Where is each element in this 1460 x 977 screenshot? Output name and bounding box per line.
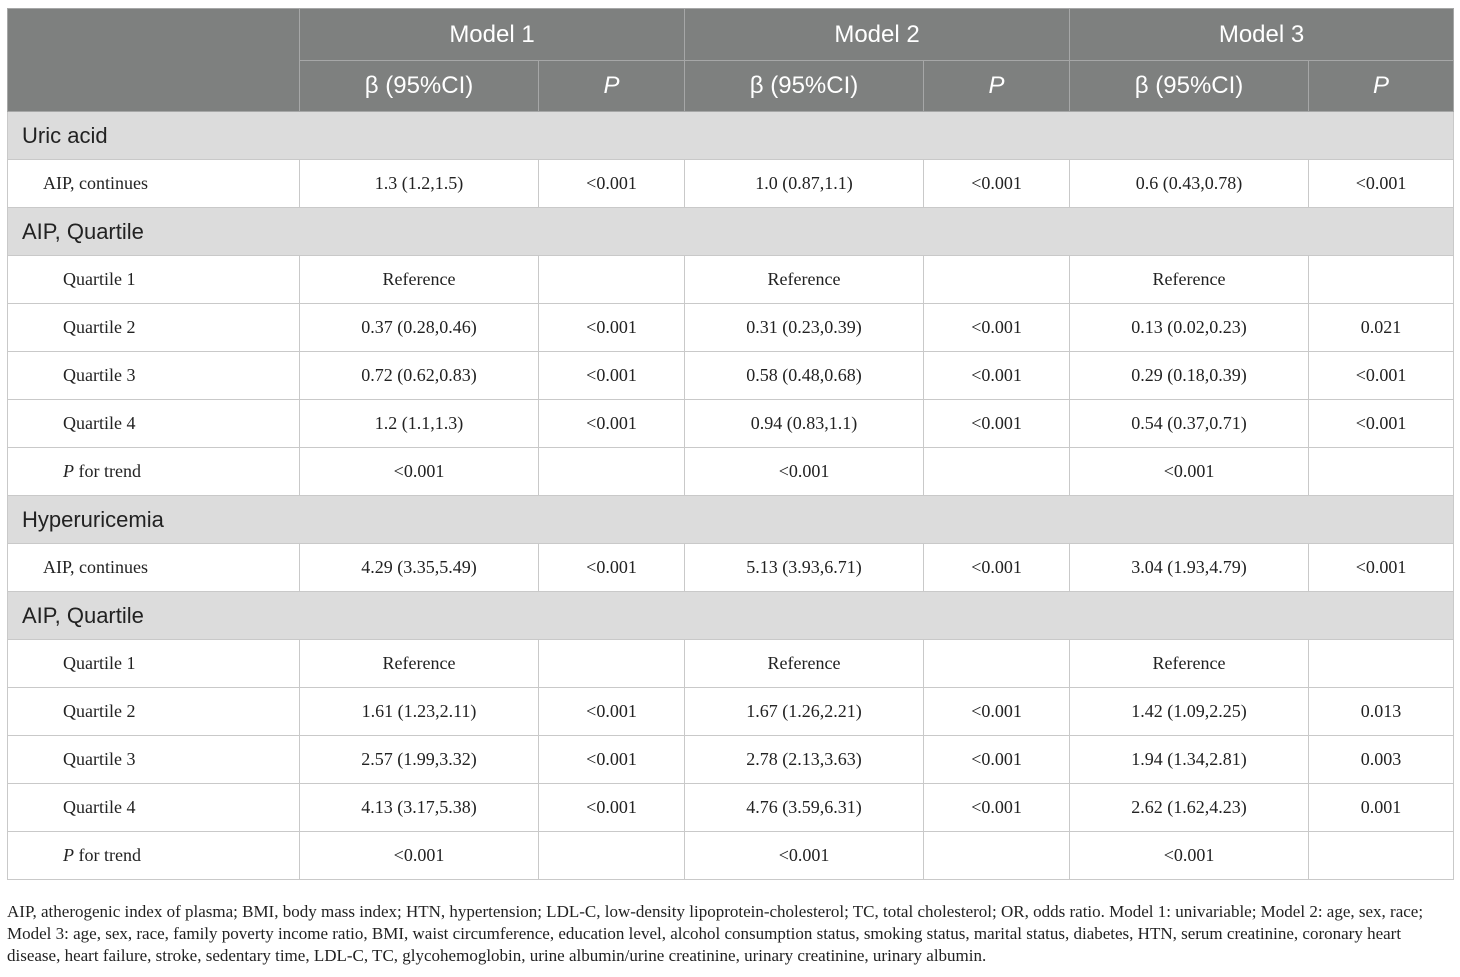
beta-ci-cell: 0.94 (0.83,1.1) — [685, 400, 924, 448]
table-footnote: AIP, atherogenic index of plasma; BMI, body mass index; HTN, hypertension; LDL-C, low-density lipoprotein-cholesterol; TC, total cholesterol; OR, odds ratio. Model 1: univariable; Model 2: age, sex, race; Model 3: age, sex, race, family poverty income ratio, BMI, waist circumference, education level, alcohol consumption status, smoking status, marital status, diabetes, HTN, serum creatinine, coronary heart disease, heart failure, stroke, sedentary time, LDL-C, TC, glycohemoglobin, urine albumin/urine creatinine, urinary creatinine, urinary albumin. — [7, 902, 1424, 965]
table-row — [8, 160, 1454, 208]
row-label — [8, 544, 300, 592]
p-value-cell: <0.001 — [539, 784, 685, 832]
p-value-cell: <0.001 — [1309, 544, 1454, 592]
row-label-text: Quartile 1 — [63, 653, 136, 673]
table-row — [8, 832, 1454, 880]
beta-ci-cell: 1.0 (0.87,1.1) — [685, 160, 924, 208]
beta-ci-cell: Reference — [685, 256, 924, 304]
p-value-cell — [924, 256, 1070, 304]
p-value-cell: <0.001 — [924, 304, 1070, 352]
p-value-cell: <0.001 — [1309, 352, 1454, 400]
beta-ci-cell: <0.001 — [1070, 832, 1309, 880]
p-value-cell: <0.001 — [539, 352, 685, 400]
beta-ci-cell: 0.54 (0.37,0.71) — [1070, 400, 1309, 448]
section-row — [8, 592, 1454, 640]
beta-ci-cell: <0.001 — [685, 832, 924, 880]
section-title: Uric acid — [8, 112, 1454, 160]
p-value-cell: <0.001 — [924, 544, 1070, 592]
p-value-cell — [1309, 256, 1454, 304]
table-row — [8, 448, 1454, 496]
beta-ci-cell: 4.76 (3.59,6.31) — [685, 784, 924, 832]
table-row — [8, 736, 1454, 784]
row-label — [8, 832, 300, 880]
beta-ci-cell: 2.62 (1.62,4.23) — [1070, 784, 1309, 832]
beta-ci-cell: <0.001 — [300, 832, 539, 880]
row-label-italic: P — [63, 845, 74, 865]
beta-ci-cell: Reference — [300, 256, 539, 304]
table-row — [8, 688, 1454, 736]
table-row — [8, 256, 1454, 304]
beta-ci-cell: 1.3 (1.2,1.5) — [300, 160, 539, 208]
beta-ci-cell: 0.37 (0.28,0.46) — [300, 304, 539, 352]
section-title: AIP, Quartile — [8, 592, 1454, 640]
p-value-cell: <0.001 — [539, 160, 685, 208]
beta-ci-cell: 0.13 (0.02,0.23) — [1070, 304, 1309, 352]
p-value-cell — [539, 256, 685, 304]
table-row — [8, 544, 1454, 592]
beta-ci-cell: 0.72 (0.62,0.83) — [300, 352, 539, 400]
section-title: AIP, Quartile — [8, 208, 1454, 256]
row-label — [8, 736, 300, 784]
beta-ci-cell: 1.61 (1.23,2.11) — [300, 688, 539, 736]
beta-ci-cell: 5.13 (3.93,6.71) — [685, 544, 924, 592]
p-value-cell — [1309, 640, 1454, 688]
beta-ci-cell: <0.001 — [685, 448, 924, 496]
beta-ci-cell: 1.94 (1.34,2.81) — [1070, 736, 1309, 784]
row-label — [8, 640, 300, 688]
header-beta-model-2: β (95%CI) — [685, 61, 924, 112]
row-label-text: for trend — [74, 845, 141, 865]
p-value-cell — [924, 448, 1070, 496]
beta-ci-cell: Reference — [685, 640, 924, 688]
table-header — [8, 9, 1454, 112]
p-value-cell: <0.001 — [924, 736, 1070, 784]
row-label-text: Quartile 4 — [63, 797, 136, 817]
beta-ci-cell: 0.31 (0.23,0.39) — [685, 304, 924, 352]
beta-ci-cell: 1.42 (1.09,2.25) — [1070, 688, 1309, 736]
beta-ci-cell: Reference — [1070, 256, 1309, 304]
table-body — [8, 112, 1454, 880]
p-value-cell: <0.001 — [924, 688, 1070, 736]
row-label-text: Quartile 2 — [63, 701, 136, 721]
row-label — [8, 448, 300, 496]
row-label — [8, 784, 300, 832]
header-blank-cell — [8, 9, 300, 112]
p-value-cell: <0.001 — [539, 688, 685, 736]
row-label-text: Quartile 3 — [63, 749, 136, 769]
row-label — [8, 160, 300, 208]
row-label-text: for trend — [74, 461, 141, 481]
row-label-italic: P — [63, 461, 74, 481]
section-row — [8, 208, 1454, 256]
p-value-cell: <0.001 — [1309, 400, 1454, 448]
p-value-cell: <0.001 — [924, 784, 1070, 832]
header-p-model-3: P — [1309, 61, 1454, 112]
p-value-cell: 0.013 — [1309, 688, 1454, 736]
p-value-cell: 0.003 — [1309, 736, 1454, 784]
beta-ci-cell: 1.2 (1.1,1.3) — [300, 400, 539, 448]
table-row — [8, 400, 1454, 448]
row-label-text: AIP, continues — [43, 557, 148, 577]
p-value-cell: 0.001 — [1309, 784, 1454, 832]
header-beta-model-3: β (95%CI) — [1070, 61, 1309, 112]
row-label — [8, 256, 300, 304]
p-value-cell — [1309, 832, 1454, 880]
header-model-2: Model 2 — [685, 9, 1070, 61]
row-label — [8, 352, 300, 400]
beta-ci-cell: 3.04 (1.93,4.79) — [1070, 544, 1309, 592]
p-value-cell: <0.001 — [1309, 160, 1454, 208]
row-label — [8, 688, 300, 736]
beta-ci-cell: 2.78 (2.13,3.63) — [685, 736, 924, 784]
p-value-cell — [924, 832, 1070, 880]
header-beta-model-1: β (95%CI) — [300, 61, 539, 112]
p-value-cell — [539, 640, 685, 688]
beta-ci-cell: 4.13 (3.17,5.38) — [300, 784, 539, 832]
p-value-cell: <0.001 — [539, 400, 685, 448]
p-value-cell: 0.021 — [1309, 304, 1454, 352]
beta-ci-cell: <0.001 — [300, 448, 539, 496]
row-label-text: Quartile 4 — [63, 413, 136, 433]
row-label-text: AIP, continues — [43, 173, 148, 193]
row-label-text: Quartile 2 — [63, 317, 136, 337]
beta-ci-cell: Reference — [1070, 640, 1309, 688]
p-value-cell: <0.001 — [924, 160, 1070, 208]
table-row — [8, 640, 1454, 688]
table-row — [8, 352, 1454, 400]
section-row — [8, 496, 1454, 544]
p-value-cell: <0.001 — [539, 736, 685, 784]
beta-ci-cell: 0.6 (0.43,0.78) — [1070, 160, 1309, 208]
table-row — [8, 304, 1454, 352]
row-label — [8, 304, 300, 352]
beta-ci-cell: 4.29 (3.35,5.49) — [300, 544, 539, 592]
p-value-cell: <0.001 — [924, 400, 1070, 448]
beta-ci-cell: 1.67 (1.26,2.21) — [685, 688, 924, 736]
p-value-cell — [924, 640, 1070, 688]
table-row — [8, 784, 1454, 832]
header-p-model-1: P — [539, 61, 685, 112]
section-row — [8, 112, 1454, 160]
row-label — [8, 400, 300, 448]
p-value-cell: <0.001 — [539, 304, 685, 352]
header-model-3: Model 3 — [1070, 9, 1454, 61]
beta-ci-cell: <0.001 — [1070, 448, 1309, 496]
beta-ci-cell: 2.57 (1.99,3.32) — [300, 736, 539, 784]
regression-results-table — [7, 8, 1454, 880]
p-value-cell — [539, 448, 685, 496]
p-value-cell — [539, 832, 685, 880]
p-value-cell: <0.001 — [924, 352, 1070, 400]
p-value-cell — [1309, 448, 1454, 496]
row-label-text: Quartile 3 — [63, 365, 136, 385]
p-value-cell: <0.001 — [539, 544, 685, 592]
beta-ci-cell: Reference — [300, 640, 539, 688]
header-p-model-2: P — [924, 61, 1070, 112]
row-label-text: Quartile 1 — [63, 269, 136, 289]
section-title: Hyperuricemia — [8, 496, 1454, 544]
results-table-container — [7, 8, 1453, 880]
beta-ci-cell: 0.29 (0.18,0.39) — [1070, 352, 1309, 400]
beta-ci-cell: 0.58 (0.48,0.68) — [685, 352, 924, 400]
header-model-1: Model 1 — [300, 9, 685, 61]
